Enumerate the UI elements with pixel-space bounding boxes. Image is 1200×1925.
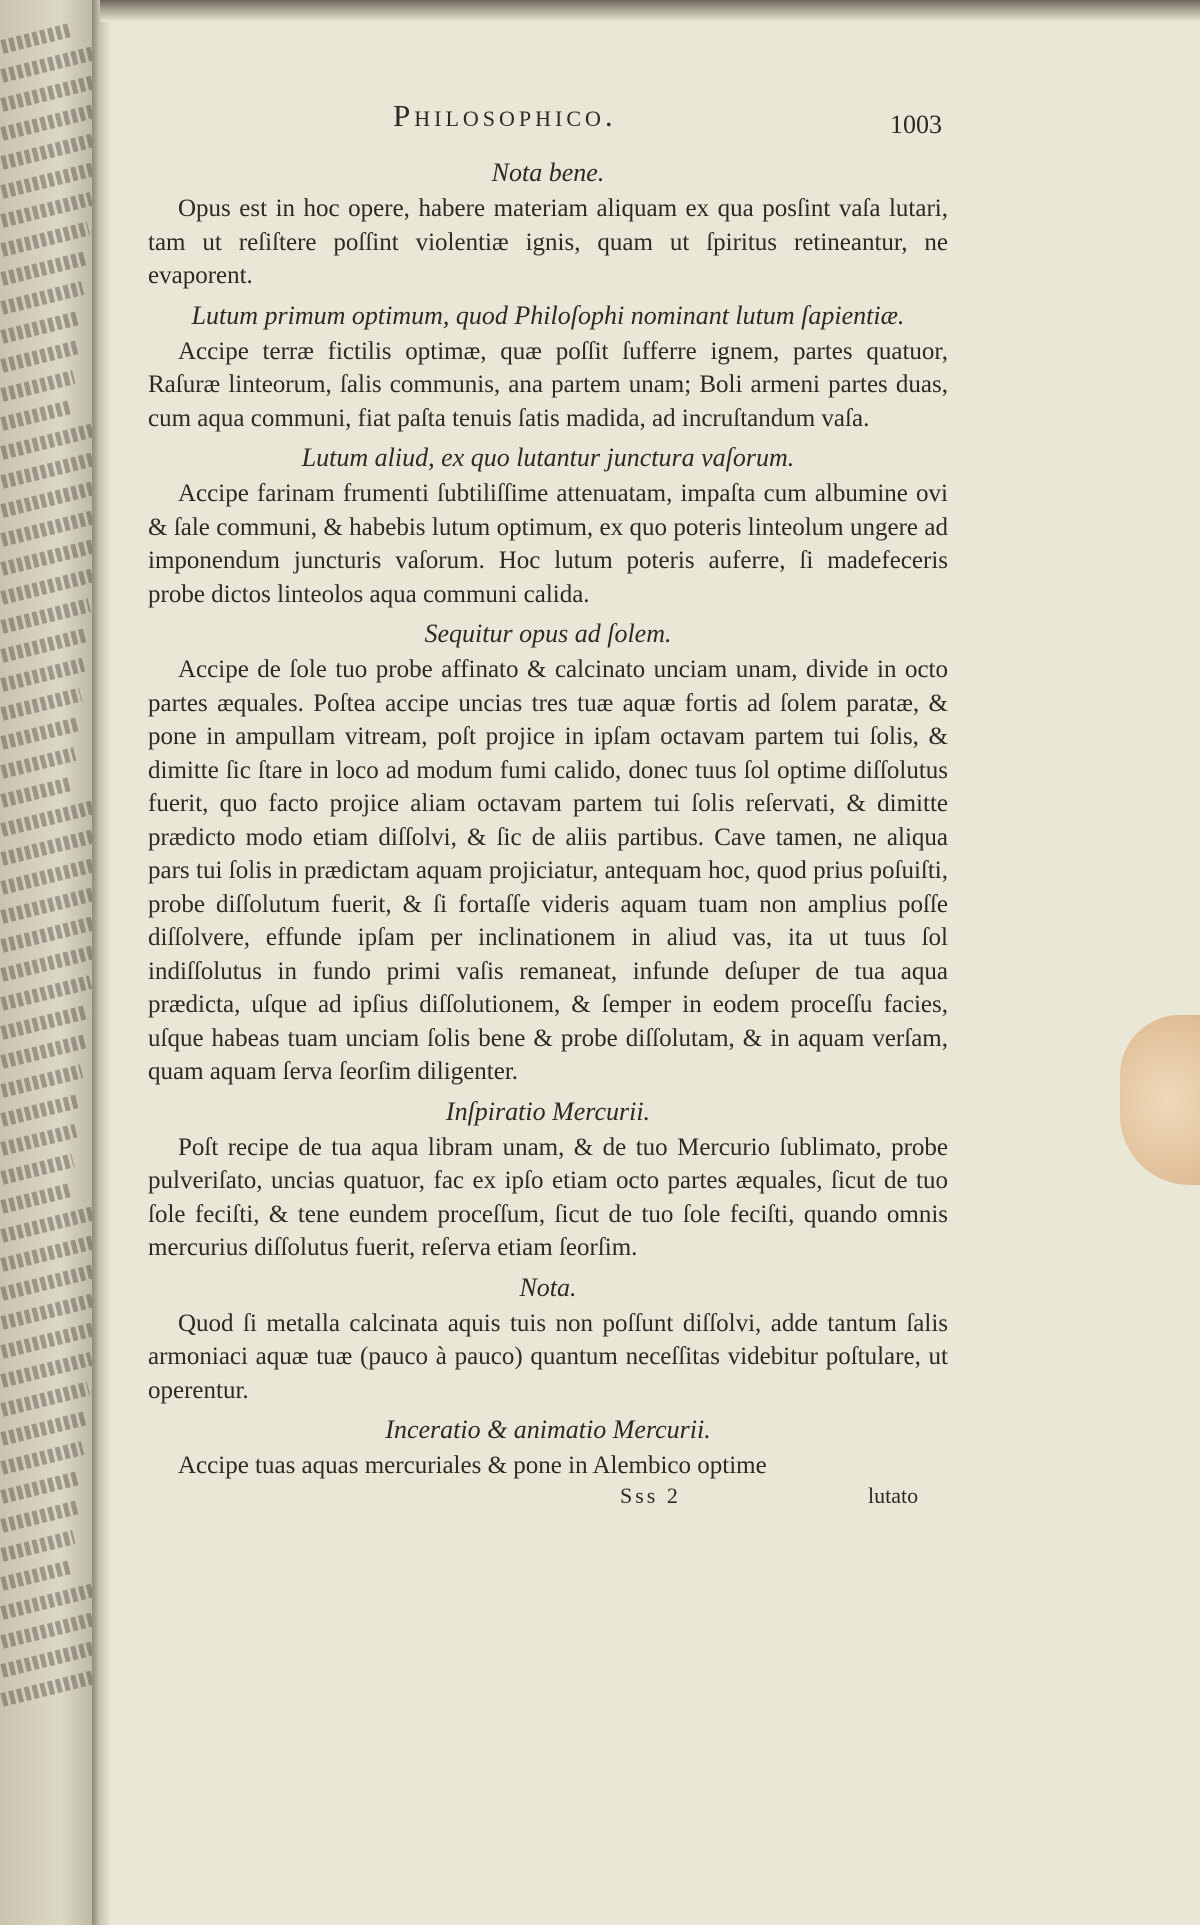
page-footer (148, 1483, 948, 1517)
book-gutter (92, 0, 110, 1925)
ghost-text-line (0, 400, 72, 431)
thumb-edge (1120, 1015, 1200, 1185)
signature-mark: Sss 2 (620, 1482, 681, 1508)
ghost-text-line (0, 370, 75, 401)
book-page (148, 80, 948, 1517)
ghost-text-line (0, 1501, 78, 1533)
section-heading: Nota. (519, 1272, 577, 1302)
ghost-text-line (0, 23, 71, 54)
page-number: 1003 (890, 110, 942, 139)
ghost-text-line (0, 1064, 83, 1097)
page-header (148, 80, 948, 150)
catchword: lutato (868, 1482, 919, 1508)
paragraph: Accipe tuas aquas mercuriales & pone in Alembico optime (178, 1452, 767, 1479)
ghost-text-line (0, 1441, 84, 1475)
ghost-text-line (0, 777, 73, 808)
section (148, 1413, 948, 1483)
section-heading: Inſpiratio Mercurii. (445, 1096, 651, 1126)
section-heading: Inceratio & animatio Mercurii. (385, 1415, 711, 1444)
paragraph: Quod ſi metalla calcinata aquis tuis non poſſunt diſſolvi, adde tantum ſalis armoniaci aquæ tuæ (pauco à pauco) quantum neceſſitas videbitur poſtulare, ut operentur. (148, 1309, 948, 1404)
adjacent-left-page (0, 0, 100, 1925)
ghost-text-line (0, 717, 79, 749)
ghost-text-line (0, 1035, 86, 1069)
ghost-text-line (0, 1411, 87, 1445)
ghost-text-line (0, 1382, 90, 1417)
running-head: Philosophico. (393, 98, 617, 133)
ghost-text-line (0, 1005, 89, 1040)
ghost-text-line (0, 222, 90, 257)
section (148, 617, 948, 1089)
ghost-text-line (0, 341, 78, 373)
page-top-edge (100, 0, 1200, 22)
ghost-text-line (0, 311, 81, 344)
ghost-text-line (0, 598, 91, 633)
ghost-text-line (0, 1471, 81, 1504)
ghost-text-line (0, 658, 85, 692)
section (148, 156, 948, 293)
ghost-text-line (0, 1154, 74, 1185)
section (148, 299, 948, 436)
section-heading: Lutum aliud, ex quo lutantur junctura vaſorum. (301, 443, 795, 472)
ghost-text-line (0, 281, 84, 315)
ghost-text-line (0, 1530, 75, 1561)
paragraph: Poſt recipe de tua aqua libram unam, & de tuo Mercurio ſublimato, probe pulveriſato, uncias quatuor, fac ex ipſo etiam octo partes æquales, ſicut de tuo ſole feciſti, & tene eundem proceſſum, ſicut de tuo ſole feciſti, quando omnis mercurius diſſolutus fuerit, reſerva etiam ſeorſim. (148, 1133, 948, 1261)
section (148, 1271, 948, 1408)
section (148, 441, 948, 611)
ghost-text-line (0, 688, 82, 721)
section-heading: Sequitur opus ad ſolem. (424, 619, 672, 648)
paragraph: Opus est in hoc opere, habere materiam aliquam ex qua posſint vaſa lutari, tam ut reſiſtere poſſint violentiæ ignis, quam ut ſpiritus retineantur, ne evaporent. (148, 195, 948, 289)
ghost-text-line (0, 975, 92, 1011)
ghost-text-line (0, 1183, 71, 1214)
ghost-text-line (0, 251, 87, 285)
ghost-text-line (0, 747, 76, 779)
paragraph: Accipe de ſole tuo probe affinato & calcinato unciam unam, divide in octo partes æquales. Poſtea accipe uncias tres tuæ aquæ fortis ad ſolem paratæ, & pone in ampullam vitream, poſt projice in ipſam octavam partem tui ſolis, & dimitte ſic ſtare in loco ad modum fumi calido, donec tuus ſol optime diſſolutus fuerit, quo facto projice aliam octavam partem tui ſolis reſervati, & dimitte prædicto modo etiam diſſolvi, & ſic de aliis partibus. Cave tamen, ne aliqua pars tui ſolis in prædictam aquam projiciatur, antequam hoc, quod prius poſuiſti, probe diſſolutum fuerit, & ſi fortaſſe videris aquam tuam non amplius poſſe diſſolvere, effunde ipſam per inclinationem in aliud vas, ita ut tuus ſol indiſſolutus in fundo primi vaſis remaneat, infunde deſuper de tua aqua prædicta, uſque ad ipſius diſſolutionem, & ſemper in eodem proceſſu facies, uſque habeas tuam unciam ſolis bene & probe diſſolutam, & in aquam verſam, quam aquam ſerva ſeorſim diligenter. (148, 656, 948, 1085)
section-heading: Lutum primum optimum, quod Philoſophi nominant lutum ſapientiæ. (191, 300, 905, 330)
ghost-text-line (0, 1124, 77, 1156)
paragraph: Accipe terræ fictilis optimæ, quæ poſſit ſufferre ignem, partes quatuor, Raſuræ linteorum, ſalis communis, ana partem unam; Boli armeni partes duas, cum aqua communi, fiat paſta tenuis ſatis madida, ad incruſtandum vaſa. (148, 337, 948, 432)
paragraph: Accipe farinam frumenti ſubtiliſſime attenuatam, impaſta cum albumine ovi & ſale communi, & habebis lutum optimum, ex quo poteris linteolum ungere ad imponendum juncturis vaſorum. Hoc lutum poteris auferre, ſi madefeceris probe dictos linteolos aqua communi calida. (148, 480, 948, 608)
section-heading: Nota bene. (491, 158, 605, 187)
section (148, 1095, 948, 1265)
ghost-text-line (0, 1560, 72, 1591)
ghost-text-line (0, 1094, 80, 1127)
ghost-text-line (0, 628, 88, 663)
